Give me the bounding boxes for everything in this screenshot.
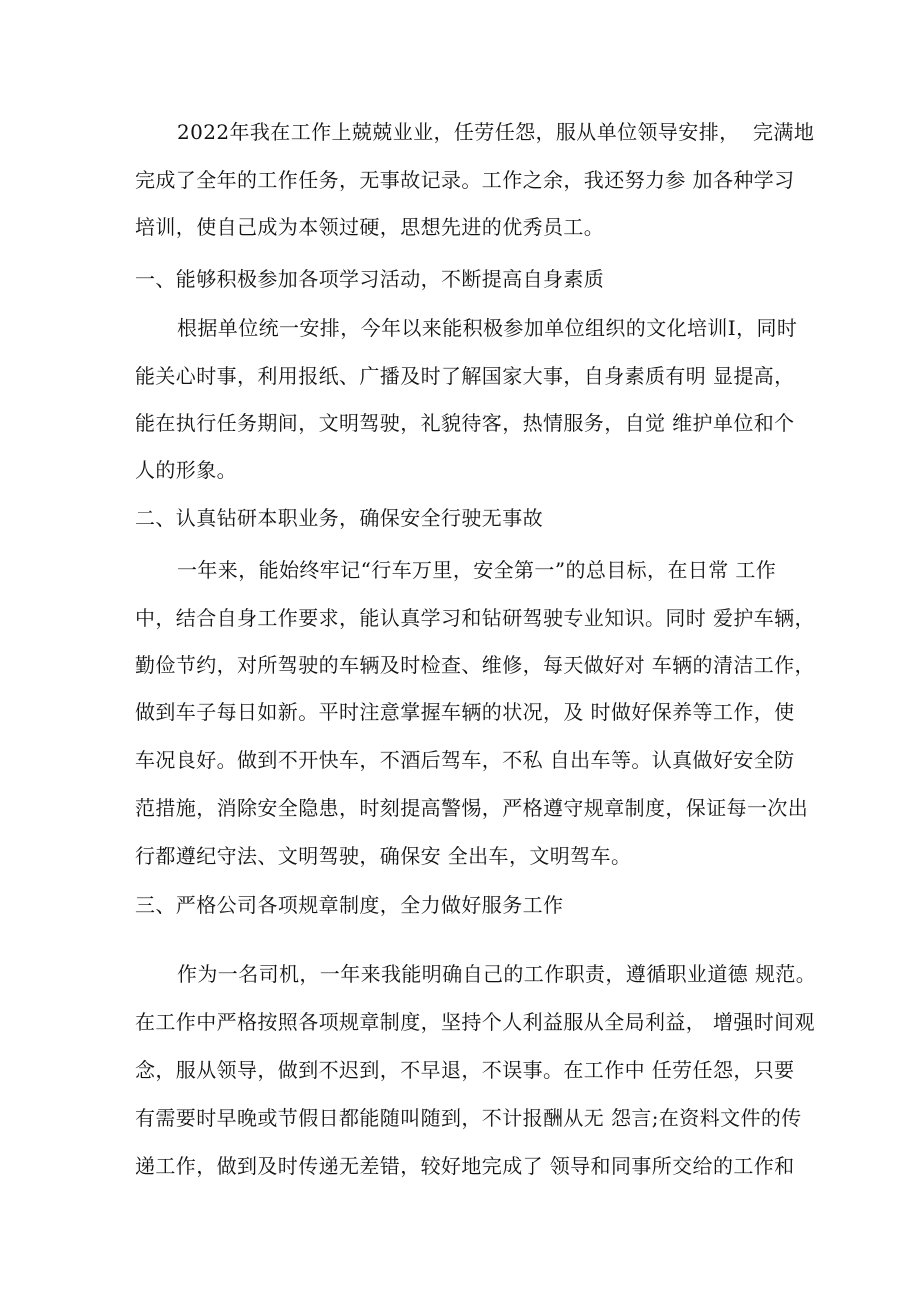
text-line: 根据单位统一安排，今年以来能积极参加单位组织的文化培训I，同时 (177, 316, 798, 340)
text-line: 递工作，做到及时传递无差错，较好地完成了 领导和同事所交给的工作和 (135, 1154, 795, 1178)
text-line: 人的形象。 (135, 458, 237, 482)
text-line: 作为一名司机，一年来我能明确自己的工作职责，遵循职业道德 规范。 (177, 962, 817, 986)
section-heading: 三、严格公司各项规章制度，全力做好服务工作 (135, 893, 564, 917)
text-line: 培训，使自己成为本领过硬，思想先进的优秀员工。 (135, 215, 605, 239)
text-line: 行都遵纪守法、文明驾驶，确保安 全出车，文明驾车。 (135, 844, 632, 868)
text-line: 完成了全年的工作任务，无事故记录。工作之余，我还努力参 加各种学习 (135, 168, 795, 192)
text-line: 在工作中严格按照各项规章制度，坚持个人利益服从全局利益， 增强时间观 (135, 1010, 815, 1034)
text-line: 2022年我在工作上兢兢业业，任劳任怨，服从单位领导安排， 完满地 (177, 120, 815, 144)
text-line: 有需要时早晚或节假日都能随叫随到，不计报酬从无 怨言;在资料文件的传 (135, 1106, 802, 1130)
text-line: 能关心时事，利用报纸、广播及时了解国家大事，自身素质有明 显提高， (135, 364, 795, 388)
text-line: 范措施，消除安全隐患，时刻提高警惕，严格遵守规章制度，保证每一次出 (135, 796, 809, 820)
text-line: 中，结合自身工作要求，能认真学习和钻研驾驶专业知识。同时 爱护车辆， (135, 606, 815, 630)
text-line: 勤俭节约，对所驾驶的车辆及时检查、维修，每天做好对 车辆的清洁工作， (135, 653, 815, 677)
text-line: 能在执行任务期间，文明驾驶，礼貌待客，热情服务，自觉 维护单位和个 (135, 411, 795, 435)
text-line: 做到车子每日如新。平时注意掌握车辆的状况，及 时做好保养等工作，使 (135, 700, 795, 724)
section-heading: 二、认真钻研本职业务，确保安全行驶无事故 (135, 506, 543, 530)
text-line: 念，服从领导，做到不迟到，不早退，不误事。在工作中 任劳任怨，只要 (135, 1058, 795, 1082)
text-line: 车况良好。做到不开快车，不酒后驾车，不私 自出车等。认真做好安全防 (135, 748, 795, 772)
text-line: 一年来，能始终牢记“行车万里，安全第一”的总目标，在日常 工作 (177, 558, 777, 582)
section-heading: 一、能够积极参加各项学习活动，不断提高自身素质 (135, 267, 605, 291)
